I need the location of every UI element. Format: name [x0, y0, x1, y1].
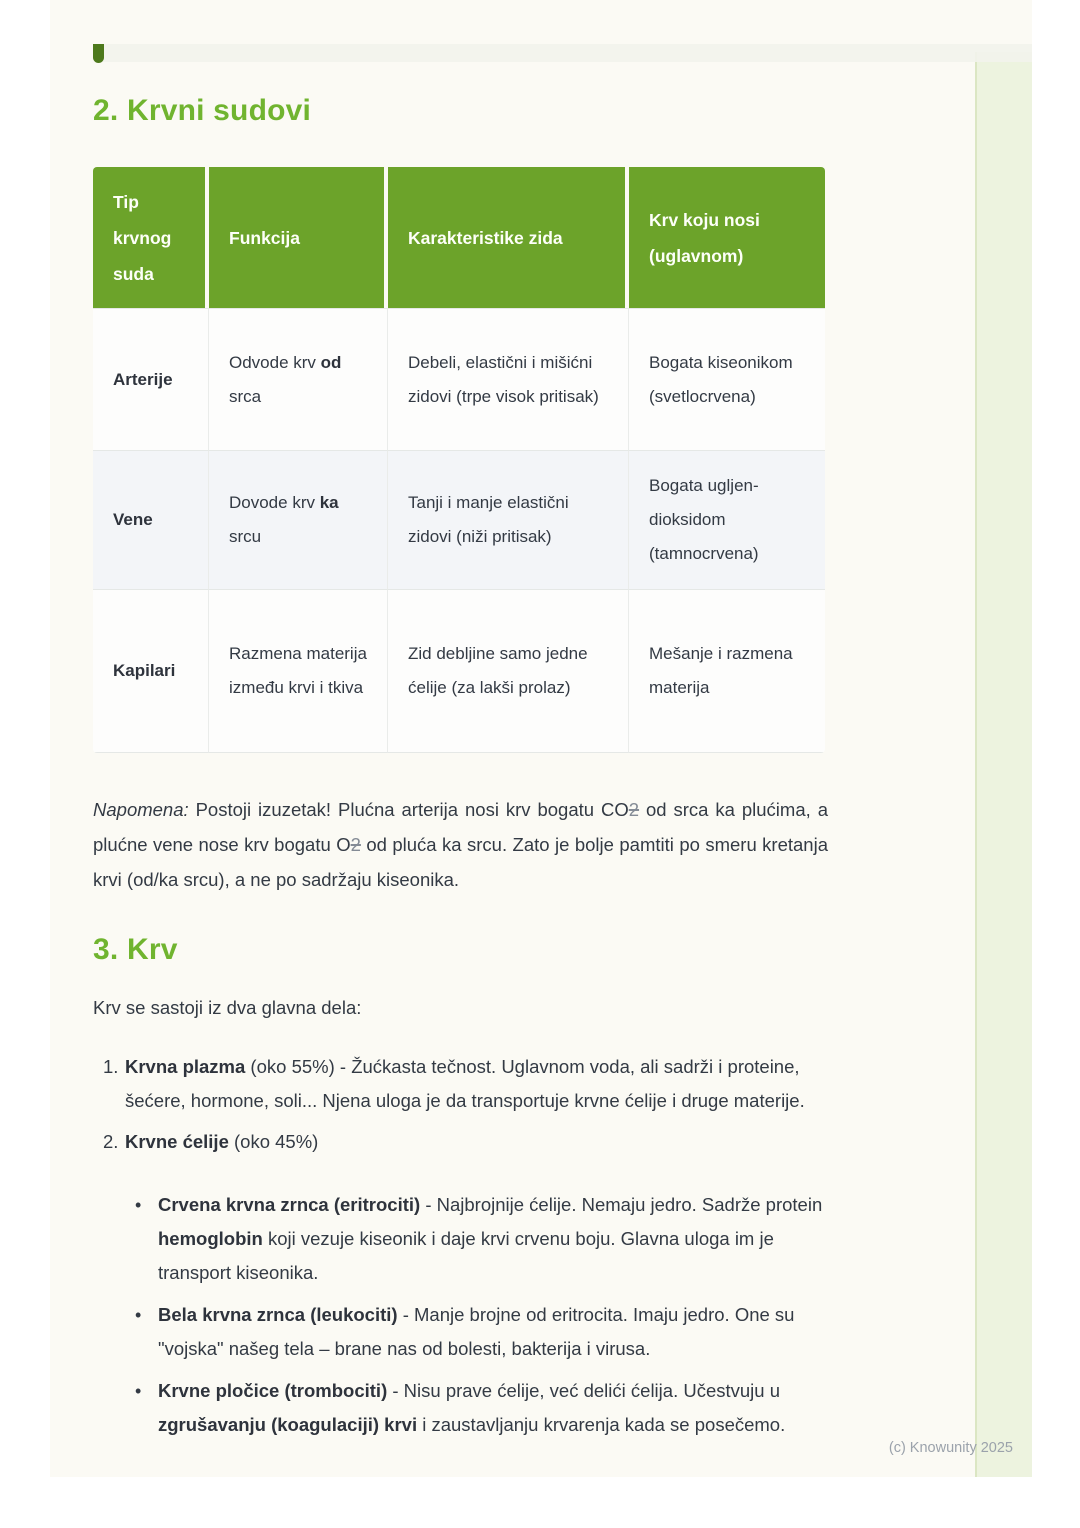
- intro-paragraph: Krv se sastoji iz dva glavna dela:: [93, 997, 362, 1018]
- list-number: 1.: [103, 1056, 119, 1077]
- napomena-label: Napomena:: [93, 799, 189, 820]
- header-cell-karakteristike: Karakteristike zida: [388, 167, 629, 308]
- cell-funkcija: Odvode krv od srca: [209, 308, 388, 450]
- cell-zid: Zid debljine samo jedne ćelije (za lakši prolaz): [388, 589, 629, 753]
- cell-funkcija: Dovode krv ka srcu: [209, 450, 388, 589]
- list-item-krvne-celije: 2. Krvne ćelije (oko 45%): [93, 1125, 828, 1159]
- numbered-list: [93, 1050, 828, 1166]
- document-page: [50, 0, 1032, 1477]
- napomena-note: Napomena: Postoji izuzetak! Plućna arterija nosi krv bogatu CO2 od srca ka plućima, a plućne vene nose krv bogatu O2 od pluća ka srcu. Zato je bolje pamtiti po smeru kretanja krvi (od/ka srcu), a ne po sadržaju kiseonika.: [93, 799, 828, 890]
- cell-zid: Tanji i manje elastični zidovi (niži pritisak): [388, 450, 629, 589]
- table-row-kapilari: [93, 589, 825, 753]
- blood-vessels-table: [93, 167, 825, 753]
- section-heading-krvni-sudovi: 2. Krvni sudovi: [93, 94, 312, 127]
- bullet-marker: •: [135, 1195, 142, 1215]
- section-heading-krv: 3. Krv: [93, 933, 178, 966]
- co2-subscript: 2: [628, 799, 640, 820]
- cell-zid: Debeli, elastični i mišićni zidovi (trpe visok pritisak): [388, 308, 629, 450]
- right-accent-band: [975, 52, 1032, 1477]
- list-item-krvna-plazma: 1. Krvna plazma (oko 55%) - Žućkasta tečnost. Uglavnom voda, ali sadrži i proteine, šećere, hormone, soli... Njena uloga je da transportuje krvne ćelije i druge materije.: [93, 1050, 828, 1118]
- cell-krv: Bogata kiseonikom (svetlocrvena): [629, 308, 825, 450]
- cell-type: Vene: [93, 450, 209, 589]
- cell-krv: Mešanje i razmena materija: [629, 589, 825, 753]
- bullet-list: [93, 1188, 828, 1450]
- table-row-arterije: [93, 308, 825, 450]
- cell-funkcija: Razmena materija između krvi i tkiva: [209, 589, 388, 753]
- cell-krv: Bogata ugljen-dioksidom (tamnocrvena): [629, 450, 825, 589]
- previous-block-bottom-strip: [96, 44, 1032, 62]
- cell-type: Kapilari: [93, 589, 209, 753]
- bullet-item-trombociti: • Krvne pločice (trombociti) - Nisu prave ćelije, već delići ćelija. Učestvuju u zgrušavanju (koagulaciji) krvi i zaustavljanju krvarenja kada se posečemo.: [93, 1374, 828, 1442]
- bullet-item-eritrociti: • Crvena krvna zrnca (eritrociti) - Najbrojnije ćelije. Nemaju jedro. Sadrže protein hemoglobin koji vezuje kiseonik i daje krvi crvenu boju. Glavna uloga im je transport kiseonika.: [93, 1188, 828, 1290]
- bullet-item-leukociti: • Bela krvna zrnca (leukociti) - Manje brojne od eritrocita. Imaju jedro. One su "vojska" našeg tela – brane nas od bolesti, bakterija i virusa.: [93, 1298, 828, 1366]
- quote-accent-bar-tip: [93, 44, 104, 63]
- bullet-marker: •: [135, 1381, 142, 1401]
- table-header-row: [93, 167, 825, 308]
- header-cell-krv: Krv koju nosi (uglavnom): [629, 167, 825, 308]
- list-number: 2.: [103, 1131, 119, 1152]
- o2-subscript: 2: [350, 834, 361, 855]
- footer-copyright: (c) Knowunity 2025: [888, 1440, 1013, 1456]
- table-row-vene: [93, 450, 825, 589]
- cell-type: Arterije: [93, 308, 209, 450]
- header-cell-funkcija: Funkcija: [209, 167, 388, 308]
- header-cell-tip: Tip krvnog suda: [93, 167, 209, 308]
- bullet-marker: •: [135, 1305, 142, 1325]
